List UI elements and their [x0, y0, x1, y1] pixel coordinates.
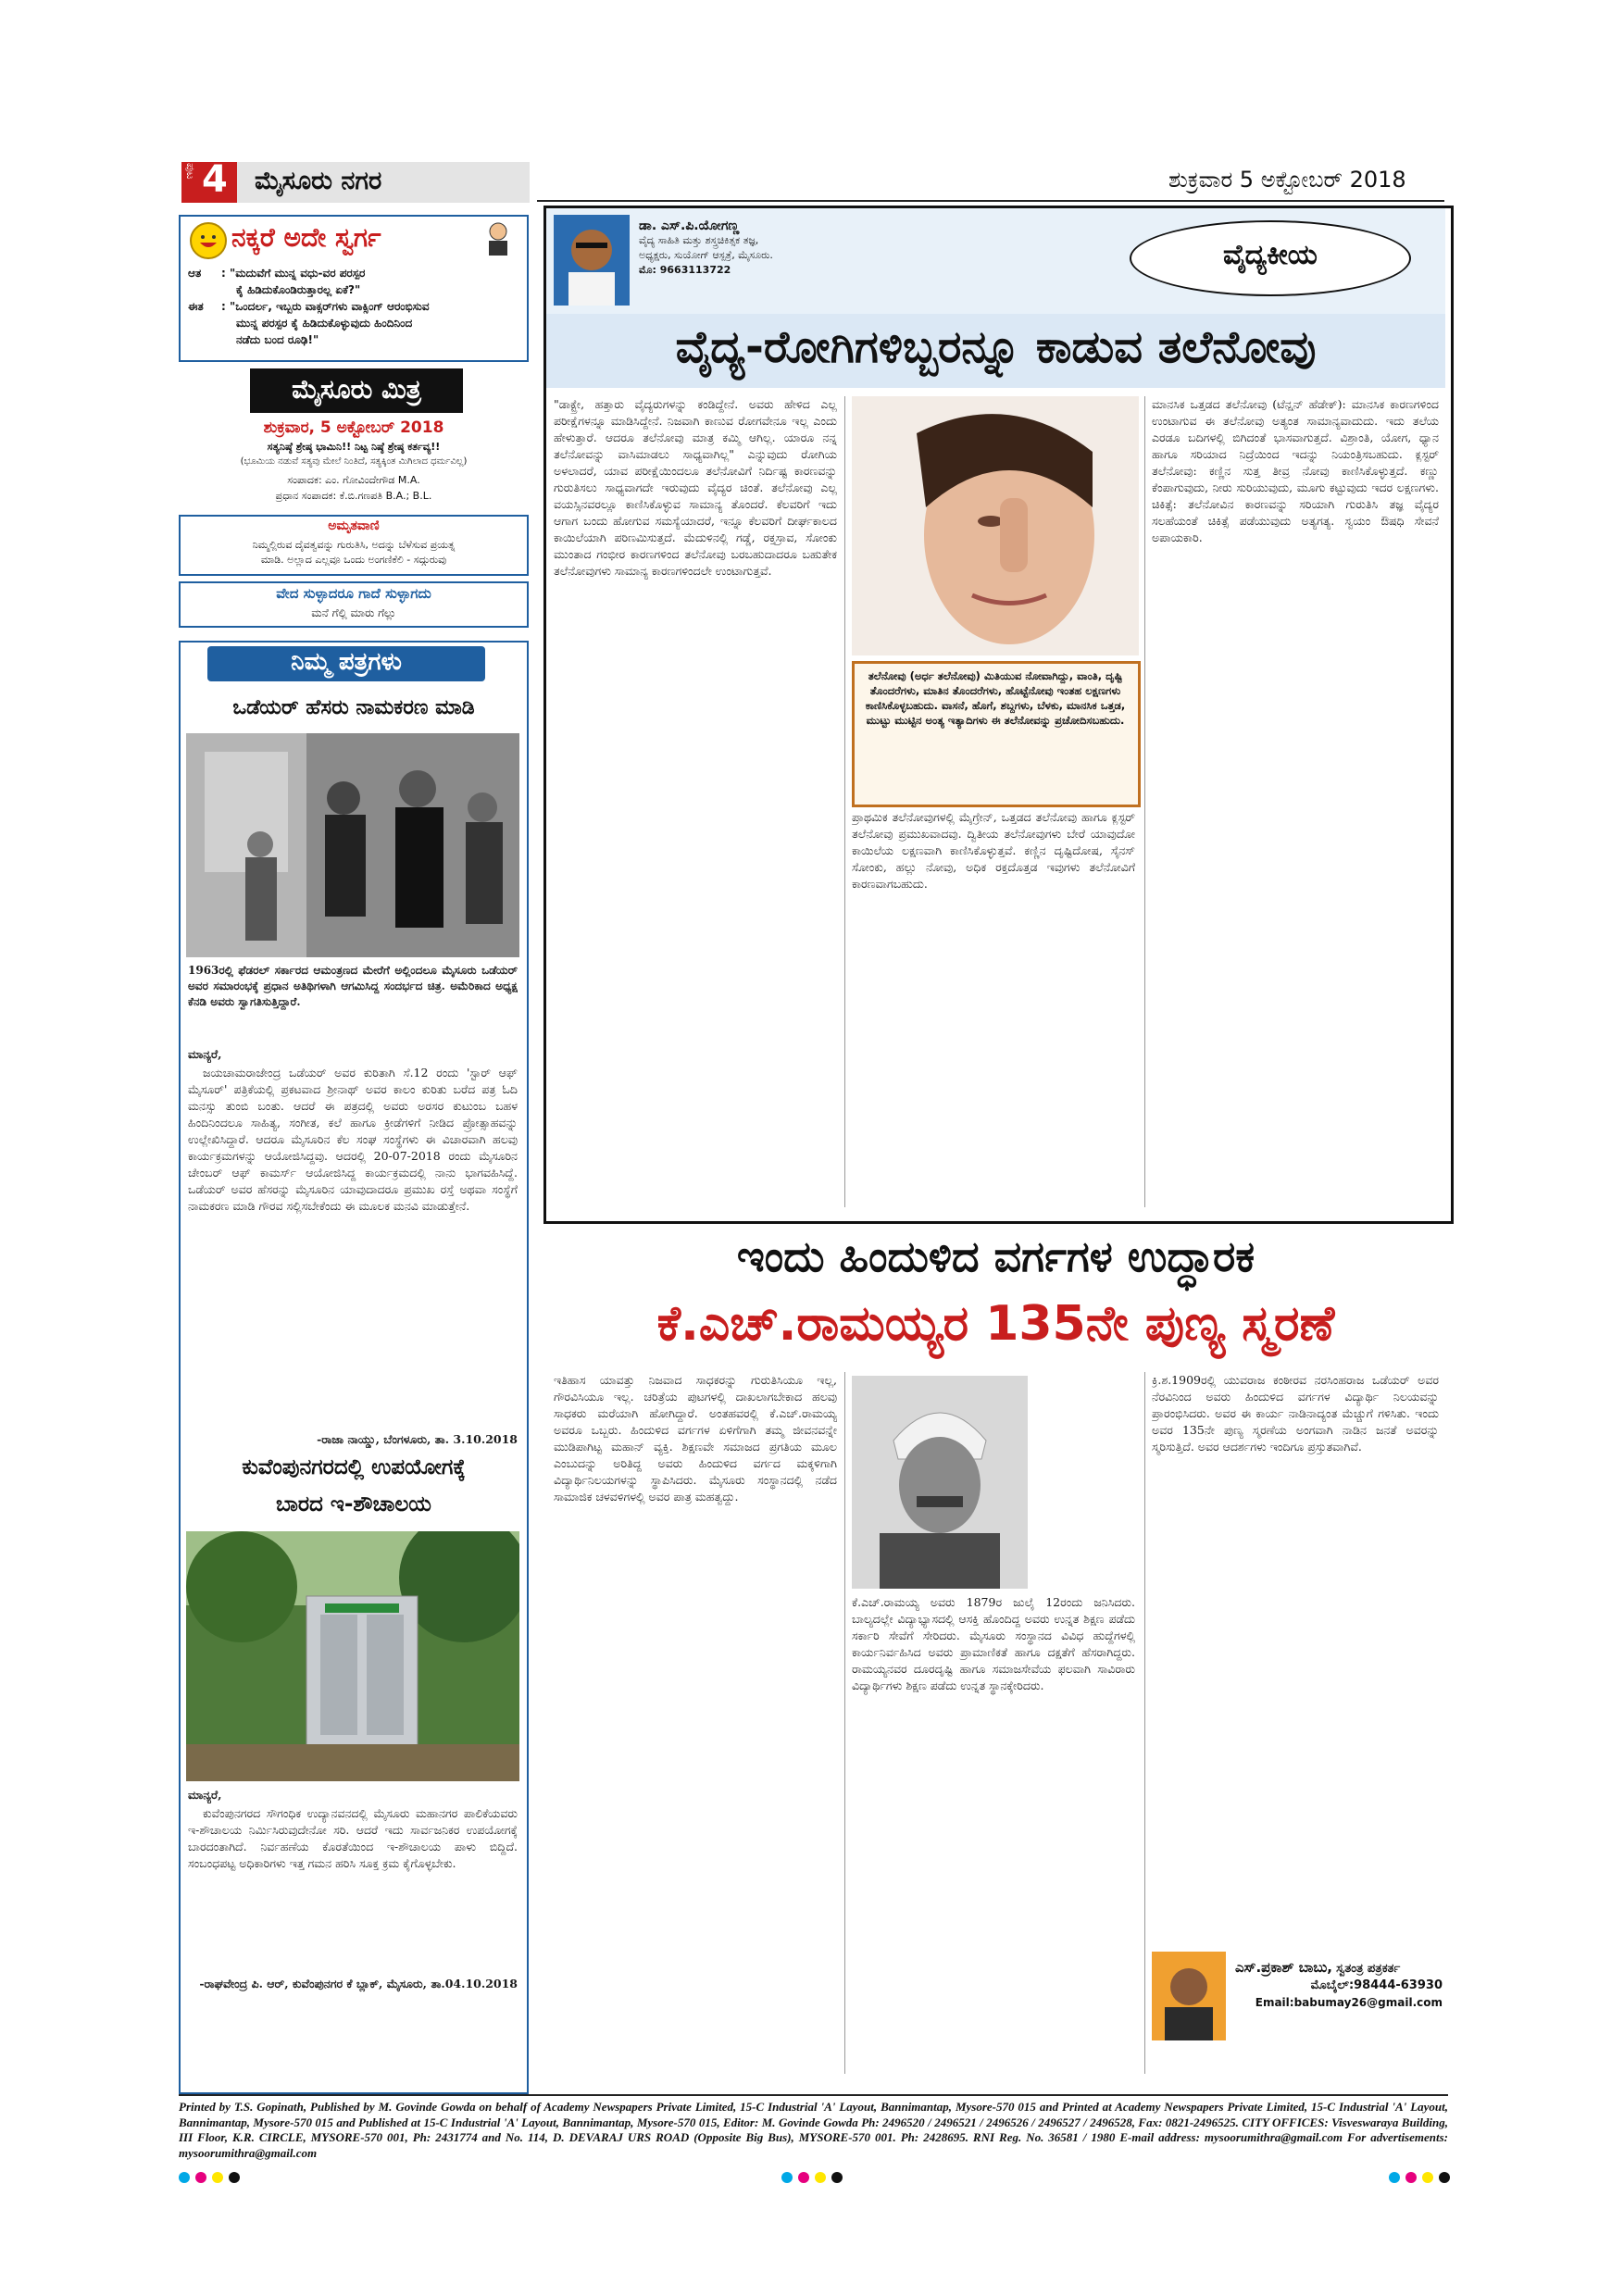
- registration-dot-yellow: [815, 2172, 826, 2183]
- proverb-line2: ಮನೆ ಗೆಲ್ಲಿ ಮಾರು ಗೆಲ್ಲು: [311, 606, 396, 619]
- joke-row: ಮುನ್ನ ಪರಸ್ಪರ ಕೈ ಹಿಡಿದುಕೊಳ್ಳುವುದು ಹಿಂದಿನಿಂದ: [236, 317, 413, 330]
- letter2-headline-line2: ಬಾರದ ಇ-ಶೌಚಾಲಯ: [276, 1492, 431, 1516]
- masthead-date: ಶುಕ್ರವಾರ, 5 ಅಕ್ಟೋಬರ್ 2018: [263, 418, 444, 437]
- registration-dot-black: [1439, 2172, 1450, 2183]
- e-toilet-photo: [186, 1531, 519, 1781]
- joke-row: ಈತ : "ಒಂದರ್ಲ, ಇಬ್ಬರು ವಾಕ್ಸರ್‌ಗಳು ವಾಕ್ಸಿಂಗ್ ಆರಂಭಿಸುವ: [188, 300, 430, 313]
- registration-dot-magenta: [798, 2172, 809, 2183]
- registration-dot-black: [831, 2172, 843, 2183]
- proverb-line1: ವೇದ ಸುಳ್ಳಾದರೂ ಗಾದೆ ಸುಳ್ಳಾಗದು: [276, 585, 431, 602]
- letter2-signature: -ರಾಘವೇಂದ್ರ ಪಿ. ಆರ್, ಕುವೆಂಪುನಗರ ಕೆ ಬ್ಲಾಕ್, ಮೈಸೂರು, ತಾ.04.10.2018: [199, 1977, 518, 1990]
- tribute-column-1: ಇತಿಹಾಸ ಯಾವತ್ತು ನಿಜವಾದ ಸಾಧಕರನ್ನು ಗುರುತಿಸಿಯೂ ಇಲ್ಲ, ಗೌರವಿಸಿಯೂ ಇಲ್ಲ. ಚರಿತ್ರೆಯ ಪುಟಗಳಲ್ಲಿ ದಾಖಲಾಗಬೇಕಾದ ಹಲವು ಸಾಧಕರು ಮರೆಯಾಗಿ ಹೋಗಿದ್ದಾರೆ. ಅಂತಹವರಲ್ಲಿ ಕೆ.ಎಚ್.ರಾಮಯ್ಯ ಅವರೂ ಒಬ್ಬರು. ಹಿಂದುಳಿದ ವರ್ಗಗಳ ಏಳಿಗೆಗಾಗಿ ತಮ್ಮ ಜೀವನವನ್ನೇ ಮುಡಿಪಾಗಿಟ್ಟ ಮಹಾನ್ ವ್ಯಕ್ತಿ. ಶಿಕ್ಷಣವೇ ಸಮಾಜದ ಪ್ರಗತಿಯ ಮೂಲ ಎಂಬುದನ್ನು ಅರಿತಿದ್ದ ಅವರು ಹಿಂದುಳಿದ ವರ್ಗದ ಮಕ್ಕಳಿಗಾಗಿ ವಿದ್ಯಾರ್ಥಿನಿಲಯಗಳನ್ನು ಸ್ಥಾಪಿಸಿದರು. ಮೈಸೂರು ಸಂಸ್ಥಾನದಲ್ಲಿ ನಡೆದ ಸಾಮಾಜಿಕ ಚಳವಳಿಗಳಲ್ಲಿ ಅವರ ಪಾತ್ರ ಮಹತ್ವದ್ದು.: [554, 1373, 837, 1504]
- joke-dialogue: [188, 265, 521, 348]
- amrutavani-title: ಅಮೃತವಾಣಿ: [328, 518, 380, 533]
- health-headline: ವೈದ್ಯ-ರೋಗಿಗಳಿಬ್ಬರನ್ನೂ ಕಾಡುವ ತಲೆನೋವು: [675, 321, 1317, 373]
- laughing-face-icon: [190, 222, 227, 259]
- tribute-author-email[interactable]: Email:babumay26@gmail.com: [1255, 1996, 1443, 2009]
- tribute-column-2: ಕೆ.ಎಚ್.ರಾಮಯ್ಯ ಅವರು 1879ರ ಜುಲೈ 12ರಂದು ಜನಿಸಿದರು. ಬಾಲ್ಯದಲ್ಲೇ ವಿದ್ಯಾಭ್ಯಾಸದಲ್ಲಿ ಆಸಕ್ತಿ ಹೊಂದಿದ್ದ ಅವರು ಉನ್ನತ ಶಿಕ್ಷಣ ಪಡೆದು ಸರ್ಕಾರಿ ಸೇವೆಗೆ ಸೇರಿದರು. ಮೈಸೂರು ಸಂಸ್ಥಾನದ ವಿವಿಧ ಹುದ್ದೆಗಳಲ್ಲಿ ಕಾರ್ಯನಿರ್ವಹಿಸಿದ ಅವರು ಪ್ರಾಮಾಣಿಕತೆ ಹಾಗೂ ದಕ್ಷತೆಗೆ ಹೆಸರಾಗಿದ್ದರು. ರಾಮಯ್ಯನವರ ದೂರದೃಷ್ಟಿ ಹಾಗೂ ಸಮಾಜಸೇವೆಯ ಫಲವಾಗಿ ಸಾವಿರಾರು ವಿದ್ಯಾರ್ಥಿಗಳು ಶಿಕ್ಷಣ ಪಡೆದು ಉನ್ನತ ಸ್ಥಾನಕ್ಕೇರಿದರು.: [852, 1595, 1135, 1692]
- registration-dot-yellow: [1422, 2172, 1433, 2183]
- tribute-author-line: [1235, 1959, 1443, 1978]
- headache-woman-photo: [852, 396, 1139, 655]
- letter1-photo-caption: 1963ರಲ್ಲಿ ಫೆಡರಲ್ ಸರ್ಕಾರದ ಆಮಂತ್ರಣದ ಮೇರೆಗೆ ಅಲ್ಲಿಂದಲೂ ಮೈಸೂರು ಒಡೆಯರ್ ಅವರ ಸಮಾರಂಭಕ್ಕೆ ಪ್ರಧಾನ ಅತಿಥಿಗಳಾಗಿ ಆಗಮಿಸಿದ್ದ ಸಂದರ್ಭದ ಚಿತ್ರ. ಅಮೆರಿಕಾದ ಅಧ್ಯಕ್ಷ ಕೆನಡಿ ಅವರು ಸ್ವಾಗತಿಸುತ್ತಿದ್ದಾರೆ.: [188, 964, 518, 1008]
- page-number: 4: [202, 158, 228, 201]
- letter2-salutation: ಮಾನ್ಯರೆ,: [188, 1788, 222, 1802]
- author-line2: ಅಧ್ಯಕ್ಷರು, ಸುಯೋಗ್ ಆಸ್ಪತ್ರೆ, ಮೈಸೂರು.: [639, 249, 773, 261]
- tribute-headline-line2: ಕೆ.ಎಚ್.ರಾಮಯ್ಯರ 135ನೇ ಪುಣ್ಯ ಸ್ಮರಣೆ: [656, 1296, 1335, 1352]
- page-date: ಶುಕ್ರವಾರ 5 ಅಕ್ಟೋಬರ್ 2018: [1168, 167, 1406, 193]
- health-author-info: [639, 218, 880, 278]
- pullquote: ತಲೆನೋವು (ಅರ್ಧ ತಲೆನೋವು) ಮಿತಿಯುವ ನೋವಾಗಿದ್ದು, ವಾಂತಿ, ದೃಷ್ಟಿ ತೊಂದರೆಗಳು, ಮಾತಿನ ತೊಂದರೆಗಳು, ಹೊಟ್ಟೆನೋವು ಇಂತಹ ಲಕ್ಷಣಗಳು ಕಾಣಿಸಿಕೊಳ್ಳಬಹುದು. ವಾಸನೆ, ಹೊಗೆ, ಶಬ್ದಗಳು, ಬೆಳಕು, ಮಾನಸಿಕ ಒತ್ತಡ, ಮುಟ್ಟು ಮುಟ್ಟಿನ ಅಂತ್ಯ ಇತ್ಯಾದಿಗಳು ಈ ತಲೆನೋವನ್ನು ಪ್ರಚೋದಿಸಬಹುದು.: [865, 669, 1126, 727]
- registration-dot-black: [229, 2172, 240, 2183]
- cartoon-man-icon: [481, 220, 515, 257]
- footer-rule: [179, 2094, 1448, 2096]
- author-portrait-yoganna: [554, 215, 630, 306]
- amrutavani-line2: ಮಾಡಿ. ಅಲ್ಲಾದ ಎಲ್ಲವೂ ಒಂದು ಅಂಗಣಿಕೆಲಿ - ಸದ್ಗುರುವು: [260, 554, 447, 566]
- author-name: ಡಾ. ಎಸ್.ಪಿ.ಯೋಗಣ್ಣ: [639, 218, 740, 233]
- amrutavani-line1: ನಿಮ್ಮಲ್ಲಿರುವ ದೈವತ್ವವನ್ನು ಗುರುತಿಸಿ, ಅದನ್ನು ಬೆಳೆಸುವ ಪ್ರಯತ್ನ: [252, 539, 456, 551]
- letter2-body: ಕುವೆಂಪುನಗರದ ಸೌಗಂಧಿಕ ಉದ್ಯಾನವನದಲ್ಲಿ ಮೈಸೂರು ಮಹಾನಗರ ಪಾಲಿಕೆಯವರು ಇ-ಶೌಚಾಲಯ ನಿರ್ಮಿಸಿರುವುದೇನೋ ಸರಿ. ಆದರೆ ಇದು ಸಾರ್ವಜನಿಕರ ಉಪಯೋಗಕ್ಕೆ ಬಾರದಂತಾಗಿದೆ. ನಿರ್ವಹಣೆಯ ಕೊರತೆಯಿಂದ ಇ-ಶೌಚಾಲಯ ಪಾಳು ಬಿದ್ದಿದೆ. ಸಂಬಂಧಪಟ್ಟ ಅಧಿಕಾರಿಗಳು ಇತ್ತ ಗಮನ ಹರಿಸಿ ಸೂಕ್ತ ಕ್ರಮ ಕೈಗೊಳ್ಳಬೇಕು.: [188, 1806, 518, 1870]
- masthead-motto-translation: (ಭೂಮಿಯ ನಡುವೆ ಸತ್ಯವು ಮೇಲೆ ನಿಂತಿದೆ, ಸತ್ಯಕ್ಕಿಂತ ಮಿಗಿಲಾದ ಧರ್ಮವಿಲ್ಲ): [240, 456, 468, 467]
- health-column-rule: [844, 396, 845, 1207]
- masthead-chief-editor: ಪ್ರಧಾನ ಸಂಪಾದಕ: ಕೆ.ಬಿ.ಗಣಪತಿ B.A.; B.L.: [275, 490, 432, 502]
- health-column-3: ಮಾನಸಿಕ ಒತ್ತಡದ ತಲೆನೋವು (ಟೆನ್ಷನ್ ಹೆಡೇಕ್): ಮಾನಸಿಕ ಕಾರಣಗಳಿಂದ ಉಂಟಾಗುವ ಈ ತಲೆನೋವು ಅತ್ಯಂತ ಸಾಮಾನ್ಯವಾದುದು. ಇದು ತಲೆಯ ಎರಡೂ ಬದಿಗಳಲ್ಲಿ ಬಿಗಿದಂತೆ ಭಾಸವಾಗುತ್ತದೆ. ವಿಶ್ರಾಂತಿ, ಯೋಗ, ಧ್ಯಾನ ಹಾಗೂ ಸರಿಯಾದ ನಿದ್ರೆಯಿಂದ ಇದನ್ನು ನಿಯಂತ್ರಿಸಬಹುದು. ಕ್ಲಸ್ಟರ್ ತಲೆನೋವು: ಕಣ್ಣಿನ ಸುತ್ತ ತೀವ್ರ ನೋವು ಕಾಣಿಸಿಕೊಳ್ಳುತ್ತದೆ. ಕಣ್ಣು ಕೆಂಪಾಗುವುದು, ನೀರು ಸುರಿಯುವುದು, ಮೂಗು ಕಟ್ಟುವುದು ಇದರ ಲಕ್ಷಣಗಳು. ಚಿಕಿತ್ಸೆ: ತಲೆನೋವಿನ ಕಾರಣವನ್ನು ಸರಿಯಾಗಿ ಗುರುತಿಸಿ ತಜ್ಞ ವೈದ್ಯರ ಸಲಹೆಯಂತೆ ಚಿಕಿತ್ಸೆ ಪಡೆಯುವುದು ಅತ್ಯಗತ್ಯ. ಸ್ವಯಂ ಔಷಧಿ ಸೇವನೆ ಅಪಾಯಕಾರಿ.: [1152, 397, 1439, 544]
- registration-dot-magenta: [1405, 2172, 1417, 2183]
- section-tag: ವೈದ್ಯಕೀಯ: [1223, 239, 1318, 271]
- tribute-headline-line1: ಇಂದು ಹಿಂದುಳಿದ ವರ್ಗಗಳ ಉದ್ಧಾರಕ: [736, 1231, 1255, 1281]
- author-portrait-prakash-babu: [1152, 1952, 1226, 2040]
- tribute-author-box: [1235, 1959, 1443, 2011]
- letters-banner-title: ನಿಮ್ಮ ಪತ್ರಗಳು: [291, 648, 402, 676]
- footer-imprint: Printed by T.S. Gopinath, Published by M. Govinde Gowda on behalf of Academy Newspapers Private Limited, 15-C Industrial 'A' Layout, Bannimantap, Mysore-570 015 and Printed at Academy Newspapers Private Limited, 15-C Industrial 'A' Layout, Bannimantap, Mysore-570 015 and Published at 15-C Industrial 'A' Layout, Bannimantap, Mysore-570 015, Editor: M. Govinde Gowda Ph: 2496520 / 2496521 / 2496526 / 2496527 / 2496528, Fax: 0821-2496525. CITY OFFICES: Visveswaraya Building, III Floor, K.R. CIRCLE, MYSORE-570 001, Ph: 2431774 and No. 114, D. DEVARAJ URS ROAD (Opposite Big Bus), MYSORE-570 001. Ph: 2428695. RNI Reg. No. 36581 / 1980 E-mail address: mysoorumithra@gmail.com For advertisements: mysoorumithra@gmail.com: [179, 2100, 1448, 2160]
- joke-title: ನಕ್ಕರೆ ಅದೇ ಸ್ವರ್ಗ: [231, 222, 381, 253]
- page-label: ಪುಟ: [184, 163, 197, 180]
- letter1-headline: ಒಡೆಯರ್ ಹೆಸರು ನಾಮಕರಣ ಮಾಡಿ: [232, 696, 475, 719]
- tribute-author-role: ಸ್ವತಂತ್ರ ಪತ್ರಕರ್ತ: [1336, 1962, 1401, 1976]
- registration-dot-cyan: [179, 2172, 190, 2183]
- tribute-column-rule: [844, 1372, 845, 2074]
- joke-row: ಕೈ ಹಿಡಿದುಕೊಂಡಿರುತ್ತಾರಲ್ಲ ಏಕೆ?": [236, 283, 361, 296]
- health-column-1: "ಡಾಕ್ಟ್ರೇ, ಹತ್ತಾರು ವೈದ್ಯರುಗಳನ್ನು ಕಂಡಿದ್ದೇನೆ. ಅವರು ಹೇಳಿದ ಎಲ್ಲ ಪರೀಕ್ಷೆಗಳನ್ನೂ ಮಾಡಿಸಿದ್ದೇನೆ. ನಿಜವಾಗಿ ಕಾಣುವ ರೋಗವೇನೂ ಇಲ್ಲ ಎಂದು ಹೇಳುತ್ತಾರೆ. ಆದರೂ ತಲೆನೋವು ಮಾತ್ರ ಕಮ್ಮಿ ಆಗಿಲ್ಲ. ಯಾರೂ ನನ್ನ ತಲೆನೋವನ್ನು ವಾಸಿಮಾಡಲು ಸಾಧ್ಯವಾಗಿಲ್ಲ" ಎನ್ನುವುದು ರೋಗಿಯ ಅಳಲಾದರೆ, ಯಾವ ಪರೀಕ್ಷೆಯಿಂದಲೂ ತಲೆನೋವಿಗೆ ನಿರ್ದಿಷ್ಟ ಕಾರಣವನ್ನು ಗುರುತಿಸಲು ಸಾಧ್ಯವಾಗದೇ ಇರುವುದು ವೈದ್ಯರ ಚಿಂತೆ. ತಲೆನೋವು ಎಲ್ಲ ವಯಸ್ಸಿನವರಲ್ಲೂ ಕಾಣಿಸಿಕೊಳ್ಳುವ ಸಾಮಾನ್ಯ ತೊಂದರೆ. ಕೆಲವರಿಗೆ ಇದು ಆಗಾಗ ಬಂದು ಹೋಗುವ ಸಮಸ್ಯೆಯಾದರೆ, ಇನ್ನೂ ಕೆಲವರಿಗೆ ದೀರ್ಘಕಾಲದ ಕಾಯಿಲೆಯಾಗಿ ಪರಿಣಮಿಸುತ್ತದೆ. ಮೆದುಳಿನಲ್ಲಿ ಗಡ್ಡೆ, ರಕ್ತಸ್ರಾವ, ಸೋಂಕು ಮುಂತಾದ ಗಂಭೀರ ಕಾರಣಗಳಿಂದ ತಲೆನೋವು ಬರಬಹುದಾದರೂ ಬಹುತೇಕ ತಲೆನೋವುಗಳು ಸಾಮಾನ್ಯ ಕಾರಣಗಳಿಂದಲೇ ಉಂಟಾಗುತ್ತವೆ.: [554, 397, 837, 578]
- kennedy-wadiyar-photo: [186, 733, 519, 957]
- joke-row: ಆತ : "ಮದುವೆಗೆ ಮುನ್ನ ವಧು-ವರ ಪರಸ್ಪರ: [188, 267, 366, 280]
- health-column-2: ಪ್ರಾಥಮಿಕ ತಲೆನೋವುಗಳಲ್ಲಿ ಮೈಗ್ರೇನ್, ಒತ್ತಡದ ತಲೆನೋವು ಹಾಗೂ ಕ್ಲಸ್ಟರ್ ತಲೆನೋವು ಪ್ರಮುಖವಾದವು. ದ್ವಿತೀಯ ತಲೆನೋವುಗಳು ಬೇರೆ ಯಾವುದೋ ಕಾಯಿಲೆಯ ಲಕ್ಷಣವಾಗಿ ಕಾಣಿಸಿಕೊಳ್ಳುತ್ತವೆ. ಕಣ್ಣಿನ ದೃಷ್ಟಿದೋಷ, ಸೈನಸ್ ಸೋಂಕು, ಹಲ್ಲು ನೋವು, ಅಧಿಕ ರಕ್ತದೊತ್ತಡ ಇವುಗಳು ತಲೆನೋವಿಗೆ ಕಾರಣವಾಗಬಹುದು.: [852, 810, 1135, 891]
- tribute-column-3: ಕ್ರಿ.ಶ.1909ರಲ್ಲಿ ಯುವರಾಜ ಕಂಠೀರವ ನರಸಿಂಹರಾಜ ಒಡೆಯರ್ ಅವರ ನೆರವಿನಿಂದ ಅವರು ಹಿಂದುಳಿದ ವರ್ಗಗಳ ವಿದ್ಯಾರ್ಥಿ ನಿಲಯವನ್ನು ಪ್ರಾರಂಭಿಸಿದರು. ಅವರ ಈ ಕಾರ್ಯ ನಾಡಿನಾದ್ಯಂತ ಮೆಚ್ಚುಗೆ ಗಳಿಸಿತು. ಇಂದು ಅವರ 135ನೇ ಪುಣ್ಯ ಸ್ಮರಣೆಯ ಅಂಗವಾಗಿ ನಾಡಿನ ಜನತೆ ಅವರನ್ನು ಸ್ಮರಿಸುತ್ತಿದೆ. ಅವರ ಆದರ್ಶಗಳು ಇಂದಿಗೂ ಪ್ರಸ್ತುತವಾಗಿವೆ.: [1152, 1373, 1439, 1454]
- registration-dot-cyan: [781, 2172, 793, 2183]
- author-phone: ಮೊ: 9663113722: [639, 264, 731, 276]
- tribute-author-name: ಎಸ್.ಪ್ರಕಾಶ್ ಬಾಬು,: [1235, 1959, 1332, 1976]
- registration-dot-yellow: [212, 2172, 223, 2183]
- masthead-motto: ಸತ್ಯನಿಷ್ಠೆ ಶ್ರೇಷ್ಠ ಭಾಮಿನಿ!! ನಿಟ್ಟ ನಿಷ್ಠೆ ಶ್ರೇಷ್ಠ ಕರ್ತವ್ಯ!!: [267, 441, 441, 453]
- ramayya-portrait: [852, 1376, 1028, 1589]
- letter2-headline-line1: ಕುವೆಂಪುನಗರದಲ್ಲಿ ಉಪಯೋಗಕ್ಕೆ: [242, 1455, 466, 1479]
- masthead-editor: ಸಂಪಾದಕ: ಎಂ. ಗೋವಿಂದೇಗೌಡ M.A.: [287, 474, 420, 486]
- letter1-body: ಜಯಚಾಮರಾಜೇಂದ್ರ ಒಡೆಯರ್ ಅವರ ಕುರಿತಾಗಿ ಸೆ.12 ರಂದು 'ಸ್ಟಾರ್ ಆಫ್ ಮೈಸೂರ್' ಪತ್ರಿಕೆಯಲ್ಲಿ ಪ್ರಕಟವಾದ ಶ್ರೀನಾಥ್ ಅವರ ಕಾಲಂ ಕುರಿತು ಬರೆದ ಪತ್ರ ಓದಿ ಮನಸ್ಸು ತುಂಬಿ ಬಂತು. ಆದರೆ ಈ ಪತ್ರದಲ್ಲಿ ಅವರು ಅರಸರ ಕುಟುಂಬ ಬಹಳ ಹಿಂದಿನಿಂದಲೂ ಸಾಹಿತ್ಯ, ಸಂಗೀತ, ಕಲೆ ಹಾಗೂ ಕ್ರೀಡೆಗಳಿಗೆ ನೀಡಿದ ಪ್ರೋತ್ಸಾಹವನ್ನು ಉಲ್ಲೇಖಿಸಿದ್ದಾರೆ. ಆದರೂ ಮೈಸೂರಿನ ಕೆಲ ಸಂಘ ಸಂಸ್ಥೆಗಳು ಈ ವಿಚಾರವಾಗಿ ಹಲವು ಕಾರ್ಯಕ್ರಮಗಳನ್ನು ಆಯೋಜಿಸಿದ್ದವು. ಆದರಲ್ಲಿ 20-07-2018 ರಂದು ಮೈಸೂರಿನ ಚೇಂಬರ್ ಆಫ್ ಕಾಮರ್ಸ್ ಆಯೋಜಿಸಿದ್ದ ಕಾರ್ಯಕ್ರಮದಲ್ಲಿ ನಾನು ಭಾಗವಹಿಸಿದ್ದೆ. ಒಡೆಯರ್ ಅವರ ಹೆಸರನ್ನು ಮೈಸೂರಿನ ಯಾವುದಾದರೂ ಪ್ರಮುಖ ರಸ್ತೆ ಅಥವಾ ಸಂಸ್ಥೆಗೆ ನಾಮಕರಣ ಮಾಡಿ ಗೌರವ ಸಲ್ಲಿಸಬೇಕೆಂದು ಈ ಮೂಲಕ ಮನವಿ ಮಾಡುತ್ತೇನೆ.: [188, 1066, 518, 1213]
- joke-row: ನಡೆದು ಬಂದ ರೂಢಿ!": [236, 333, 319, 346]
- header-rule: [537, 200, 1444, 202]
- letter1-signature: -ರಾಜಾ ನಾಯ್ಡು, ಬೆಂಗಳೂರು, ತಾ. 3.10.2018: [317, 1432, 518, 1446]
- health-column-rule: [1144, 396, 1145, 1207]
- author-line1: ವೈದ್ಯ ಸಾಹಿತಿ ಮತ್ತು ಶಸ್ತ್ರಚಿಕಿತ್ಸಕ ತಜ್ಞ,: [639, 234, 759, 246]
- tribute-column-rule: [1144, 1372, 1145, 2074]
- registration-dot-magenta: [195, 2172, 206, 2183]
- masthead-info: [179, 418, 529, 503]
- section-name: ಮೈಸೂರು ನಗರ: [255, 167, 382, 195]
- masthead-logo: ಮೈಸೂರು ಮಿತ್ರ: [292, 374, 421, 405]
- registration-dot-cyan: [1389, 2172, 1400, 2183]
- tribute-author-phone: ಮೊಬೈಲ್:98444-63930: [1310, 1978, 1443, 1992]
- letter1-salutation: ಮಾನ್ಯರೆ,: [188, 1047, 222, 1061]
